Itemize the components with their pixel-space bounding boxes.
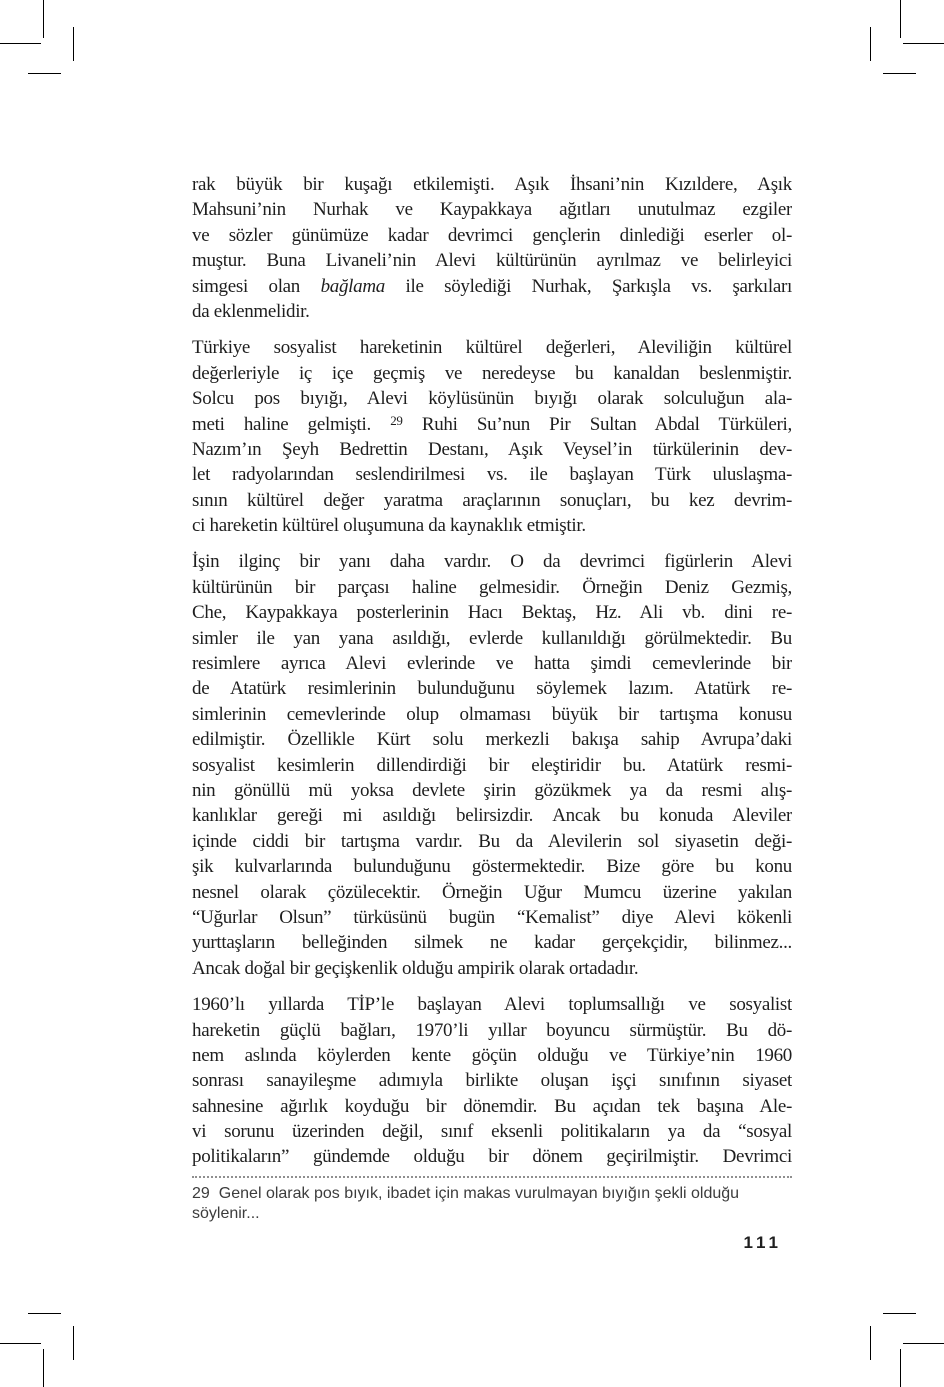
body-line: içinde ciddi bir tartışma vardır. Bu da Alevilerin sol siyasetin deği- [192,830,792,852]
body-line: resimlere ayrıca Alevi evlerinde ve hatta şimdi cemevlerinde bir [192,653,792,675]
body-line: da eklenmelidir. [192,300,310,322]
body-line: let radyolarından seslendirilmesi vs. ile başlayan Türk uluslaşma- [192,464,792,486]
body-line: edilmiştir. Özellikle Kürt solu merkezli bakışa sahip Avrupa’daki [192,729,792,751]
body-line: Che, Kaypakkaya posterlerinin Hacı Bektaş, Hz. Ali vb. dini re- [192,602,792,624]
body-line: ci hareketin kültürel oluşumuna da kaynaklık etmiştir. [192,515,586,537]
page-number: 111 [743,1233,782,1252]
body-paragraph [192,549,792,981]
body-line: şik kulvarlarında bulunduğunu göstermektedir. Bize göre bu konu [192,856,792,878]
body-line: 1960’lı yıllarda TİP’le başlayan Alevi toplumsallığı ve sosyalist [192,994,792,1016]
body-paragraph [192,992,792,1170]
body-line: değerleriyle iç içe geçmiş ve neredeyse bu kanaldan beslenmiştir. [192,362,792,384]
body-line: “Uğurlar Olsun” türküsünü bugün “Kemalist” diye Alevi kökenli [192,906,792,928]
body-paragraph [192,172,792,324]
body-line: simlerinin cemevlerinde olup olmaması büyük bir tartışma konusu [192,703,792,725]
body-line: vi sorunu üzerinden değil, sınıf eksenli politikaların ya da “sosyal [192,1121,792,1143]
body-line: Nazım’ın Şeyh Bedrettin Destanı, Aşık Veysel’in türkülerinin dev- [192,438,792,460]
body-paragraph [192,335,792,538]
body-line: yurttaşların belleğinden silmek ne kadar gerçekçidir, bilinmez... [192,932,792,954]
body-line: sahnesine ağırlık koyduğu bir dönemdir. Bu açıdan tek başına Ale- [192,1095,792,1117]
body-line: nesnel olarak çözülecektir. Örneğin Uğur Mumcu üzerine yakılan [192,881,792,903]
body-line: Türkiye sosyalist hareketinin kültürel değerleri, Aleviliğin kültürel [192,337,792,359]
body-line: nem aslında köylerden kente göçün olduğu ve Türkiye’nin 1960 [192,1044,792,1066]
body-line: sosyalist kesimlerin dillendirdiği bir eleştiridir bu. Atatürk resmi- [192,754,792,776]
body-line: simler ile yan yana asıldığı, evlerde kullanıldığı görülmektedir. Bu [192,627,792,649]
body-line: simgesi olan bağlama ile söylediği Nurhak, Şarkışla vs. şarkıları [192,275,792,297]
body-line: Mahsuni’nin Nurhak ve Kaypakkaya ağıtları unutulmaz ezgiler [192,199,792,221]
body-line: hareketin güçlü bağları, 1970’li yıllar boyuncu sürmüştür. Bu dö- [192,1019,792,1041]
body-text-block [192,172,792,1181]
body-line: nin gönüllü mü yoksa devlete şirin gözükmek ya da resmi alış- [192,779,792,801]
footnote [192,1176,792,1224]
body-line: politikaların” gündemde olduğu bir dönem geçirilmiştir. Devrimci [192,1146,792,1168]
body-line: sonrası sanayileşme adımıyla birlikte oluşan işçi sınıfının siyaset [192,1070,792,1092]
body-line: de Atatürk resimlerinin bulunduğunu söylemek lazım. Atatürk re- [192,678,792,700]
body-line: İşin ilginç bir yanı daha vardır. O da devrimci figürlerin Alevi [192,551,792,573]
body-line: meti haline gelmişti. $^{29}$ Ruhi Su’nun Pir Sultan Abdal Türküleri, [192,412,792,435]
body-line: sının kültürel değer yaratma araçlarının sonuçları, bu kez devrim- [192,489,792,511]
body-line: ve sözler günümüze kadar devrimci gençlerin dinlediği eserler ol- [192,224,792,246]
body-line: Solcu pos bıyığı, Alevi köylüsünün bıyığı olarak solculuğun ala- [192,388,792,410]
footnote-text: Genel olarak pos bıyık, ibadet için makas vurulmayan bıyığın şekli olduğu söylenir... [192,1185,740,1222]
body-line: kültürünün bir parçası haline gelmesidir. Örneğin Deniz Gezmiş, [192,576,792,598]
body-line: Ancak doğal bir geçişkenlik olduğu ampirik olarak ortadadır. [192,957,639,979]
body-line: rak büyük bir kuşağı etkilemişti. Aşık İhsani’nin Kızıldere, Aşık [192,174,792,195]
footnote-marker: 29 [192,1185,210,1202]
body-line: kanlıklar gereği mi asıldığı belirsizdir. Ancak bu konuda Aleviler [192,805,792,827]
body-line: muştur. Buna Livaneli’nin Alevi kültürünün ayrılmaz ve belirleyici [192,250,792,272]
